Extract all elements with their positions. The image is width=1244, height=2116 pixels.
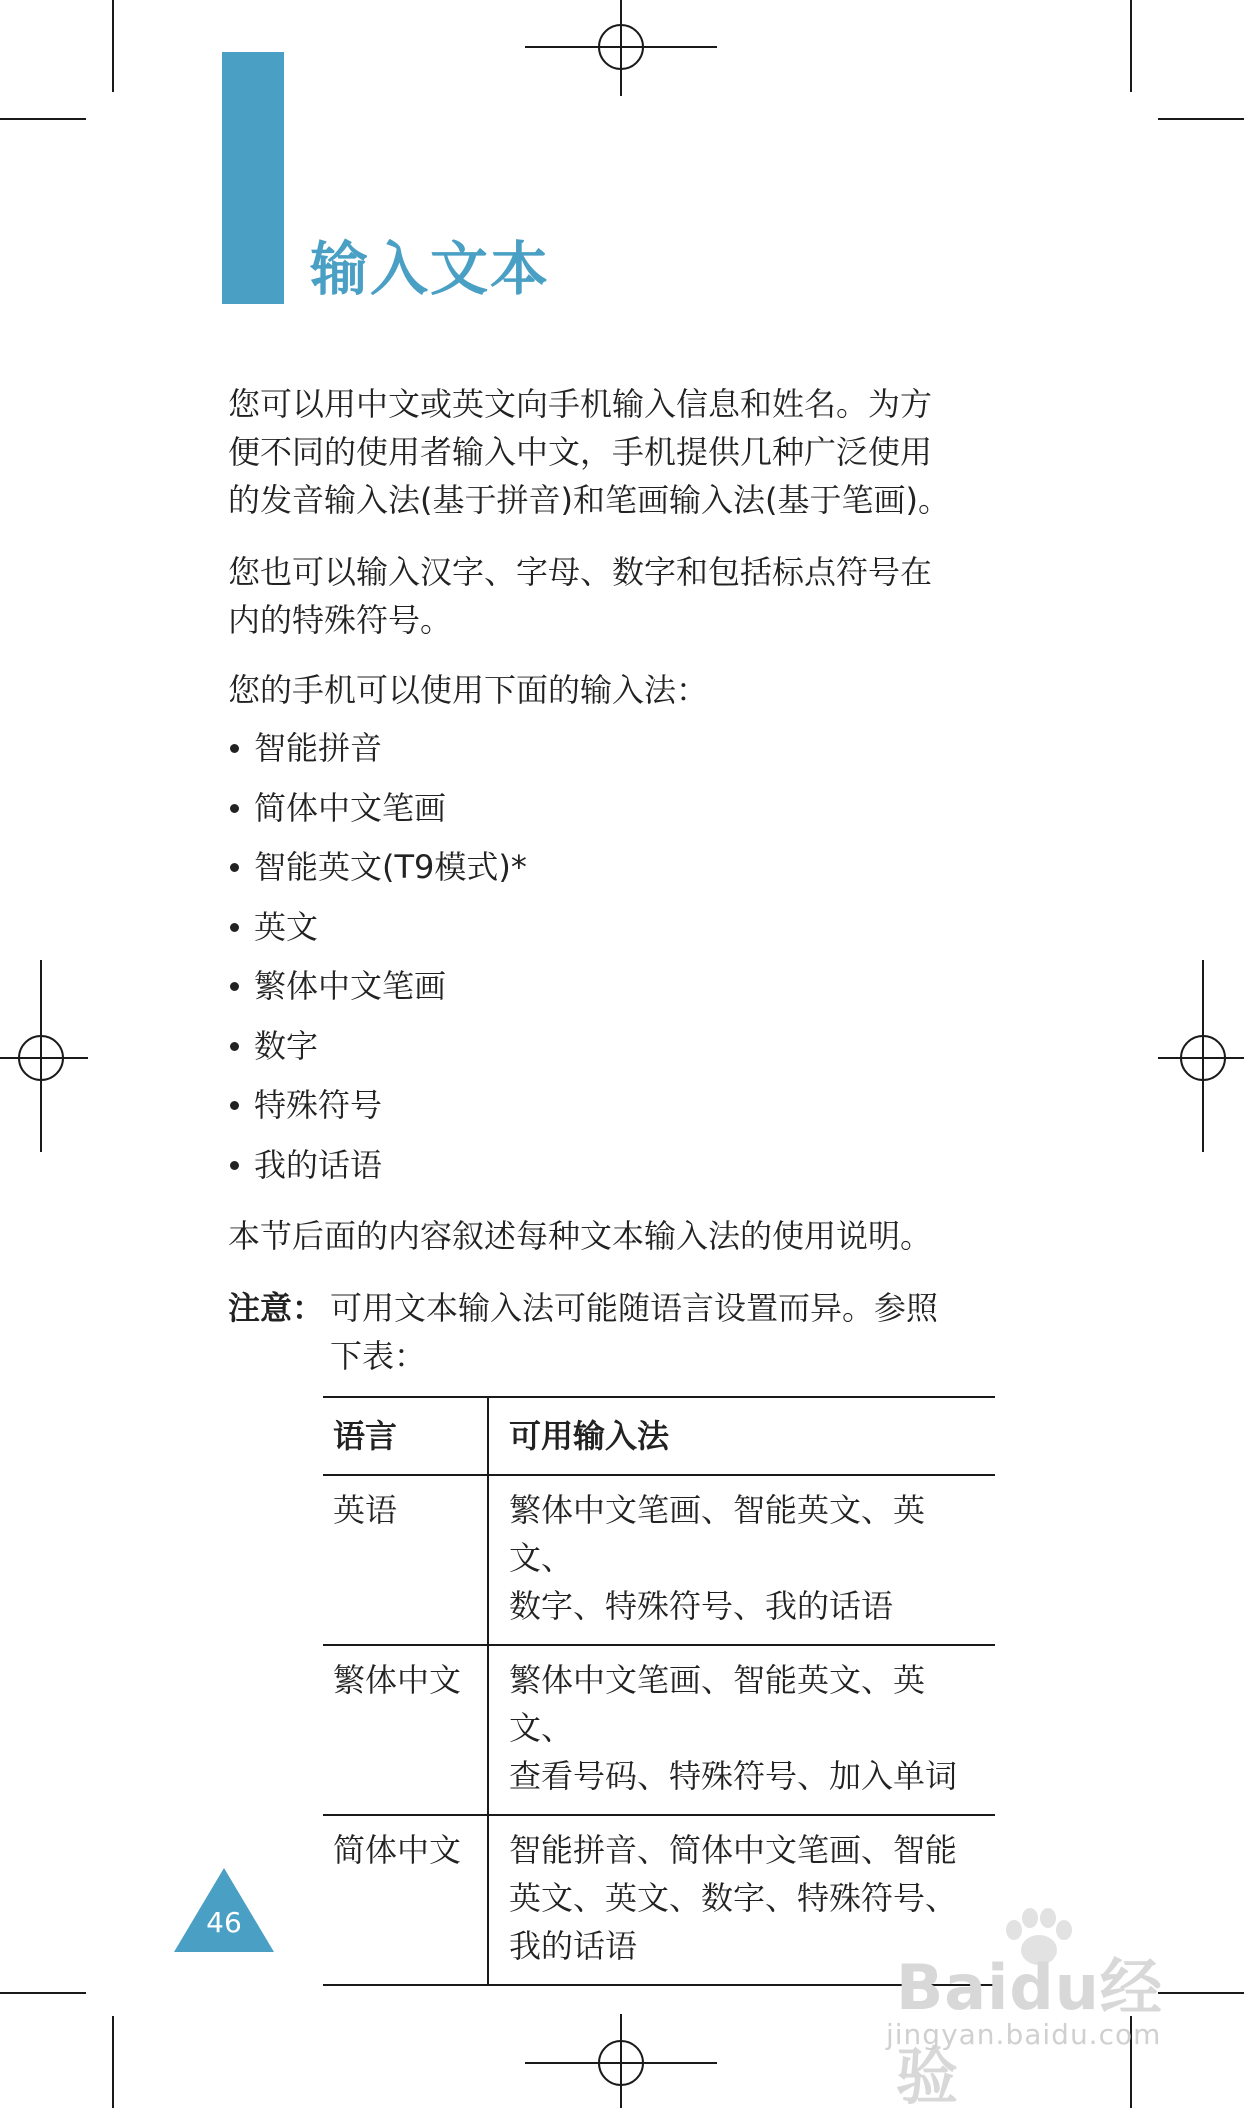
cell-language: 简体中文 [323, 1815, 488, 1985]
text-line: 智能拼音、简体中文笔画、智能 [509, 1831, 958, 1869]
page-number-badge [174, 1868, 274, 1952]
text-line: 数字、特殊符号、我的话语 [509, 1587, 894, 1625]
list-item: 英文 [228, 903, 527, 963]
table-row [323, 1475, 995, 1645]
cell-language: 繁体中文 [323, 1645, 488, 1815]
text-line: 繁体中文笔画、智能英文、英文、 [509, 1661, 926, 1747]
text-line: 英文、英文、数字、特殊符号、 [509, 1879, 958, 1917]
text-line: 可用文本输入法可能随语言设置而异。参照 [330, 1289, 939, 1327]
text-line: 内的特殊符号。 [228, 601, 453, 639]
list-item: 智能拼音 [228, 724, 527, 784]
list-item: 数字 [228, 1022, 527, 1082]
text-line: 我的话语 [509, 1927, 638, 1965]
text-line: 繁体中文笔画、智能英文、英文、 [509, 1491, 926, 1577]
watermark-url: jingyan.baidu.com [886, 2018, 1162, 2051]
watermark-brand: Baidu经验 [896, 1951, 1163, 2113]
closing-paragraph: 本节后面的内容叙述每种文本输入法的使用说明。 [228, 1217, 933, 1255]
table-header-row [323, 1397, 995, 1475]
table-row [323, 1645, 995, 1815]
list-item: 智能英文(T9模式)* [228, 843, 527, 903]
page-title: 输入文本 [310, 235, 551, 303]
text-line: 查看号码、特殊符号、加入单词 [509, 1757, 958, 1795]
text-line: 的发音输入法(基于拼音)和笔画输入法(基于笔画)。 [228, 481, 950, 519]
note-text [330, 1284, 990, 1380]
intro-paragraph-1 [228, 380, 1008, 524]
cell-methods [488, 1475, 995, 1645]
header-methods: 可用输入法 [509, 1417, 670, 1455]
input-method-list [228, 724, 527, 1200]
text-line: 便不同的使用者输入中文，手机提供几种广泛使用 [228, 433, 933, 471]
cell-language: 英语 [323, 1475, 488, 1645]
cell-methods [488, 1645, 995, 1815]
header-language: 语言 [323, 1397, 488, 1475]
page-number: 46 [206, 1906, 242, 1939]
list-item: 简体中文笔画 [228, 784, 527, 844]
list-item: 我的话语 [228, 1141, 527, 1201]
text-line: 下表： [330, 1337, 427, 1375]
note-label: 注意： [228, 1289, 325, 1327]
list-item: 特殊符号 [228, 1081, 527, 1141]
text-line: 您可以用中文或英文向手机输入信息和姓名。为方 [228, 385, 933, 423]
baidu-watermark [880, 1908, 1190, 2113]
list-item: 繁体中文笔画 [228, 962, 527, 1022]
text-line: 您也可以输入汉字、字母、数字和包括标点符号在 [228, 553, 933, 591]
language-input-table [323, 1396, 995, 1986]
title-accent-bar [222, 52, 284, 304]
intro-paragraph-2 [228, 548, 1008, 644]
intro-paragraph-3: 您的手机可以使用下面的输入法： [228, 671, 709, 709]
